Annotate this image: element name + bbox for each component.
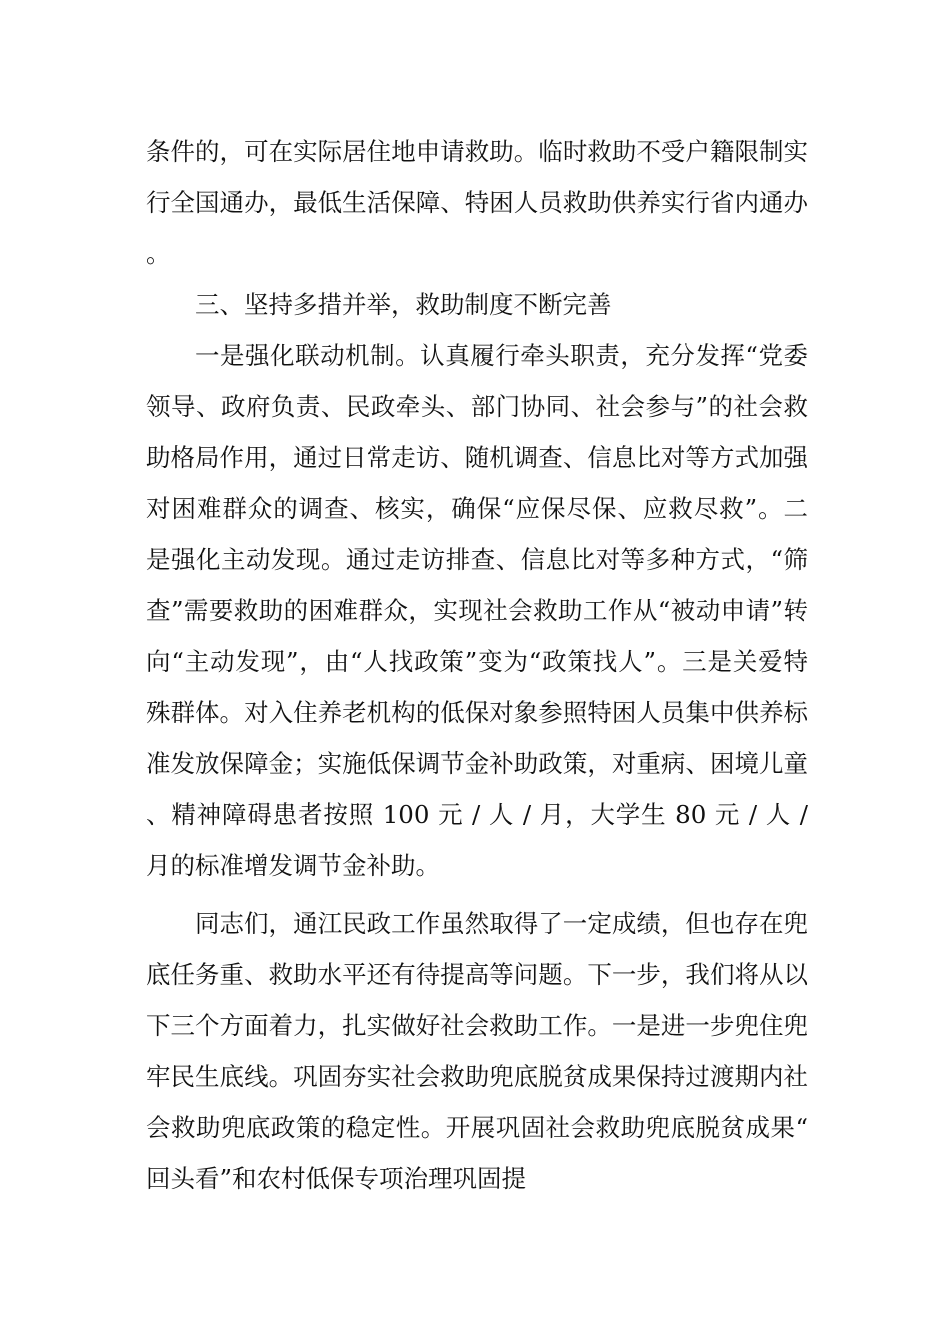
document-page [146,126,808,1204]
paragraph-next-steps: 同志们，通江民政工作虽然取得了一定成绩，但也存在兜底任务重、救助水平还有待提高等问题。下一步，我们将从以下三个方面着力，扎实做好社会救助工作。一是进一步兜住兜牢民生底线。巩固夯实社会救助兜底脱贫成果保持过渡期内社会救助兜底政策的稳定性。开展巩固社会救助兜底脱贫成果“回头看”和农村低保专项治理巩固提 [146,909,808,1193]
paragraph-measures: 一是强化联动机制。认真履行牵头职责，充分发挥“党委领导、政府负责、民政牵头、部门协同、社会参与”的社会救助格局作用，通过日常走访、随机调查、信息比对等方式加强对困难群众的调查、核实，确保“应保尽保、应救尽救”。二是强化主动发现。通过走访排查、信息比对等多种方式，“筛查”需要救助的困难群众，实现社会救助工作从“被动申请”转向“主动发现”，由“人找政策”变为“政策找人”。三是关爱特殊群体。对入住养老机构的低保对象参照特困人员集中供养标准发放保障金；实施低保调节金补助政策，对重病、困境儿童、精神障碍患者按照 100 元 / 人 / 月，大学生 80 元 / 人 / 月的标准增发调节金补助。 [146,341,808,880]
paragraph-continuation: 条件的，可在实际居住地申请救助。临时救助不受户籍限制实行全国通办，最低生活保障、特困人员救助供养实行省内通办。 [146,137,808,268]
section-heading-3: 三、坚持多措并举，救助制度不断完善 [195,290,612,319]
